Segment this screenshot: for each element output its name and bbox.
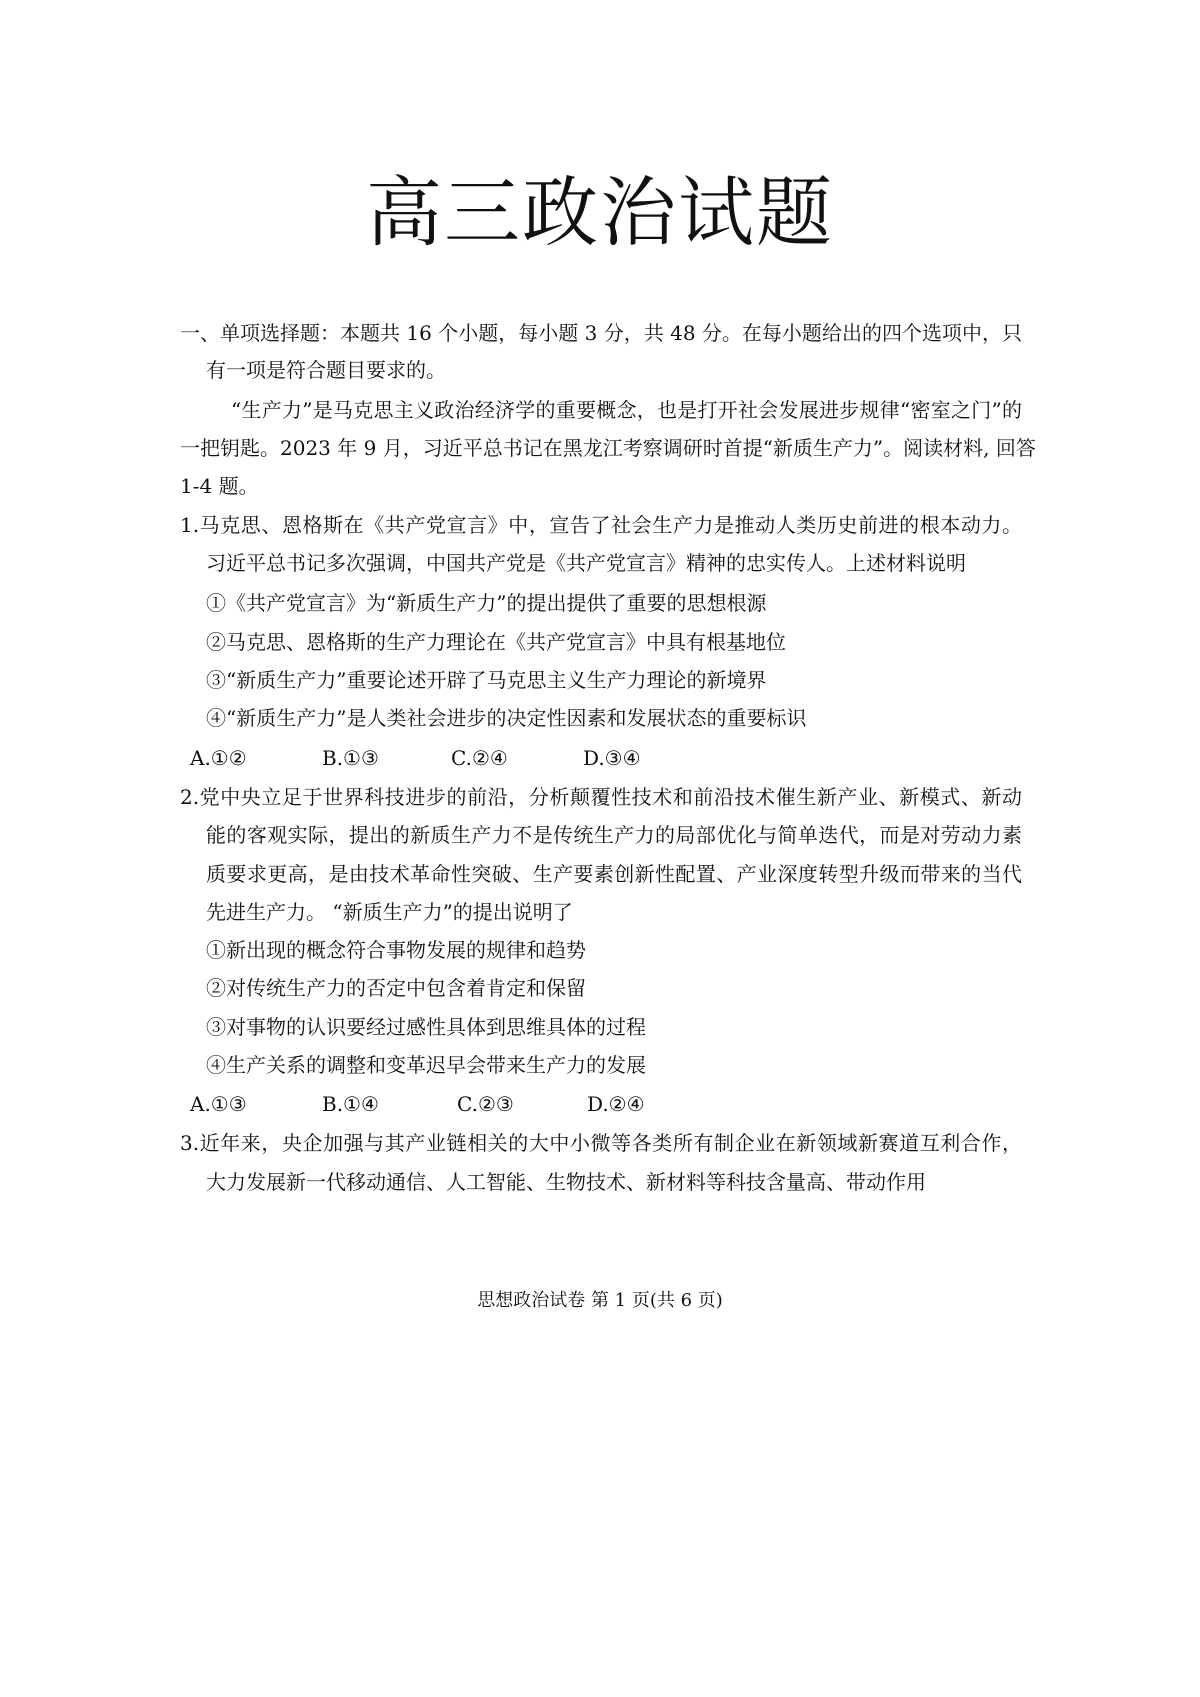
question-1-stem-line-2: 习近平总书记多次强调，中国共产党是《共产党宣言》精神的忠实传人。上述材料说明 [206, 551, 966, 575]
material-line-1: “生产力”是马克思主义政治经济学的重要概念，也是打开社会发展进步规律“密室之门”的 [231, 398, 1022, 422]
material-line-2: 一把钥匙。2023 年 9 月，习近平总书记在黑龙江考察调研时首提“新质生产力”。阅读材料, 回答 [180, 436, 1036, 460]
page-footer: 思想政治试卷 第 1 页(共 6 页) [477, 1290, 723, 1311]
question-2-stem-line-2: 能的客观实际，提出的新质生产力不是传统生产力的局部优化与简单迭代，而是对劳动力素 [206, 823, 1022, 847]
material-line-3: 1-4 题。 [180, 474, 259, 498]
question-2-option-a: A.①③ [190, 1092, 247, 1116]
question-1-item-1: ①《共产党宣言》为“新质生产力”的提出提供了重要的思想根源 [206, 591, 767, 615]
question-1-stem-line-1: 1.马克思、恩格斯在《共产党宣言》中，宣告了社会生产力是推动人类历史前进的根本动力。 [180, 513, 1022, 537]
question-2-stem-line-4: 先进生产力。 “新质生产力”的提出说明了 [206, 900, 573, 924]
question-3-stem-line-1: 3.近年来，央企加强与其产业链相关的大中小微等各类所有制企业在新领域新赛道互利合作， [180, 1131, 1022, 1155]
section-instruction-line-2: 有一项是符合题目要求的。 [206, 358, 446, 382]
question-1-item-3: ③“新质生产力”重要论述开辟了马克思主义生产力理论的新境界 [206, 668, 767, 692]
question-2-item-3: ③对事物的认识要经过感性具体到思维具体的过程 [206, 1015, 646, 1039]
question-1-option-d: D.③④ [583, 746, 641, 770]
question-2-stem-line-3: 质要求更高，是由技术革命性突破、生产要素创新性配置、产业深度转型升级而带来的当代 [206, 862, 1022, 886]
question-2-item-4: ④生产关系的调整和变革迟早会带来生产力的发展 [206, 1053, 646, 1077]
question-2-option-c: C.②③ [457, 1092, 514, 1116]
question-2-item-1: ①新出现的概念符合事物发展的规律和趋势 [206, 938, 586, 962]
question-1-item-2: ②马克思、恩格斯的生产力理论在《共产党宣言》中具有根基地位 [206, 630, 786, 654]
question-1-item-4: ④“新质生产力”是人类社会进步的决定性因素和发展状态的重要标识 [206, 706, 807, 730]
section-instruction-line-1: 一、单项选择题：本题共 16 个小题，每小题 3 分，共 48 分。在每小题给出的四个选项中，只 [180, 321, 1022, 345]
question-1-option-c: C.②④ [451, 746, 508, 770]
question-2-item-2: ②对传统生产力的否定中包含着肯定和保留 [206, 976, 586, 1000]
question-2-option-b: B.①④ [322, 1092, 379, 1116]
question-3-stem-line-2: 大力发展新一代移动通信、人工智能、生物技术、新材料等科技含量高、带动作用 [206, 1170, 926, 1194]
page-title: 高三政治试题 [366, 168, 834, 257]
question-2-stem-line-1: 2.党中央立足于世界科技进步的前沿，分析颠覆性技术和前沿技术催生新产业、新模式、新动 [180, 785, 1022, 809]
question-1-option-b: B.①③ [322, 746, 379, 770]
question-2-option-d: D.②④ [587, 1092, 645, 1116]
question-1-option-a: A.①② [190, 746, 247, 770]
